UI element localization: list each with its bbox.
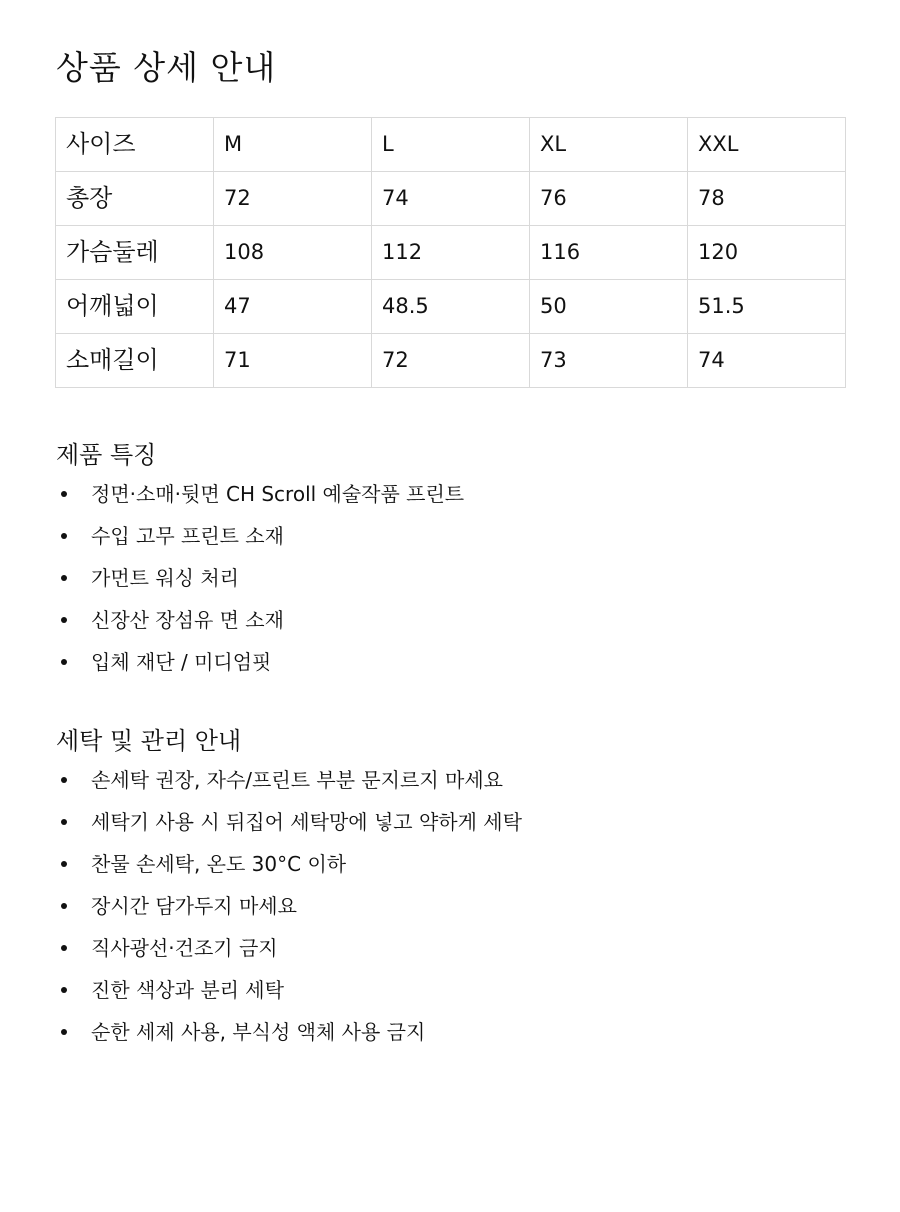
list-item bbox=[56, 523, 846, 565]
table-cell: 72 bbox=[214, 172, 372, 226]
list-item-text: 가먼트 워싱 처리 bbox=[91, 566, 239, 590]
list-item-text: 장시간 담가두지 마세요 bbox=[91, 894, 297, 918]
bullet-icon bbox=[61, 533, 67, 539]
care-section-title: 세탁 및 관리 안내 bbox=[56, 727, 242, 755]
bullet-icon bbox=[61, 987, 67, 993]
table-cell: 50 bbox=[530, 280, 688, 334]
list-item-text: 손세탁 권장, 자수/프린트 부분 문지르지 마세요 bbox=[91, 768, 503, 792]
bullet-icon bbox=[61, 659, 67, 665]
list-item-text: 입체 재단 / 미디엄핏 bbox=[91, 650, 272, 674]
bullet-icon bbox=[61, 945, 67, 951]
features-section-title: 제품 특징 bbox=[56, 441, 157, 469]
list-item-text: 정면·소매·뒷면 CH Scroll 예술작품 프린트 bbox=[91, 482, 465, 506]
table-row bbox=[56, 172, 846, 226]
table-header-cell: L bbox=[372, 118, 530, 172]
table-cell: 108 bbox=[214, 226, 372, 280]
bullet-icon bbox=[61, 861, 67, 867]
table-cell: 116 bbox=[530, 226, 688, 280]
bullet-icon bbox=[61, 819, 67, 825]
table-header-cell: 사이즈 bbox=[56, 118, 214, 172]
table-header-cell: XL bbox=[530, 118, 688, 172]
list-item bbox=[56, 565, 846, 607]
list-item bbox=[56, 809, 846, 851]
care-list bbox=[56, 767, 846, 1061]
table-cell: 78 bbox=[688, 172, 846, 226]
table-cell: 71 bbox=[214, 334, 372, 388]
bullet-icon bbox=[61, 1029, 67, 1035]
list-item bbox=[56, 767, 846, 809]
table-header-cell: M bbox=[214, 118, 372, 172]
table-cell: 74 bbox=[372, 172, 530, 226]
table-cell: 72 bbox=[372, 334, 530, 388]
table-cell: 74 bbox=[688, 334, 846, 388]
table-cell: 112 bbox=[372, 226, 530, 280]
row-label-cell: 소매길이 bbox=[56, 334, 214, 388]
table-row bbox=[56, 334, 846, 388]
list-item-text: 직사광선·건조기 금지 bbox=[91, 936, 278, 960]
table-header-row bbox=[56, 118, 846, 172]
bullet-icon bbox=[61, 617, 67, 623]
list-item bbox=[56, 977, 846, 1019]
list-item bbox=[56, 935, 846, 977]
table-cell: 73 bbox=[530, 334, 688, 388]
list-item bbox=[56, 649, 846, 691]
page-title: 상품 상세 안내 bbox=[56, 48, 277, 87]
list-item bbox=[56, 607, 846, 649]
list-item-text: 세탁기 사용 시 뒤집어 세탁망에 넣고 약하게 세탁 bbox=[91, 810, 522, 834]
table-row bbox=[56, 226, 846, 280]
list-item bbox=[56, 893, 846, 935]
features-list bbox=[56, 481, 846, 691]
size-table bbox=[55, 117, 846, 388]
list-item-text: 찬물 손세탁, 온도 30°C 이하 bbox=[91, 852, 347, 876]
table-cell: 47 bbox=[214, 280, 372, 334]
list-item bbox=[56, 1019, 846, 1061]
list-item-text: 신장산 장섬유 면 소재 bbox=[91, 608, 284, 632]
list-item-text: 진한 색상과 분리 세탁 bbox=[91, 978, 284, 1002]
table-row bbox=[56, 280, 846, 334]
bullet-icon bbox=[61, 777, 67, 783]
bullet-icon bbox=[61, 575, 67, 581]
list-item bbox=[56, 481, 846, 523]
row-label-cell: 가슴둘레 bbox=[56, 226, 214, 280]
table-cell: 51.5 bbox=[688, 280, 846, 334]
table-header-cell: XXL bbox=[688, 118, 846, 172]
table-cell: 48.5 bbox=[372, 280, 530, 334]
list-item bbox=[56, 851, 846, 893]
bullet-icon bbox=[61, 903, 67, 909]
row-label-cell: 어깨넓이 bbox=[56, 280, 214, 334]
row-label-cell: 총장 bbox=[56, 172, 214, 226]
list-item-text: 순한 세제 사용, 부식성 액체 사용 금지 bbox=[91, 1020, 426, 1044]
table-cell: 120 bbox=[688, 226, 846, 280]
list-item-text: 수입 고무 프린트 소재 bbox=[91, 524, 284, 548]
table-cell: 76 bbox=[530, 172, 688, 226]
bullet-icon bbox=[61, 491, 67, 497]
